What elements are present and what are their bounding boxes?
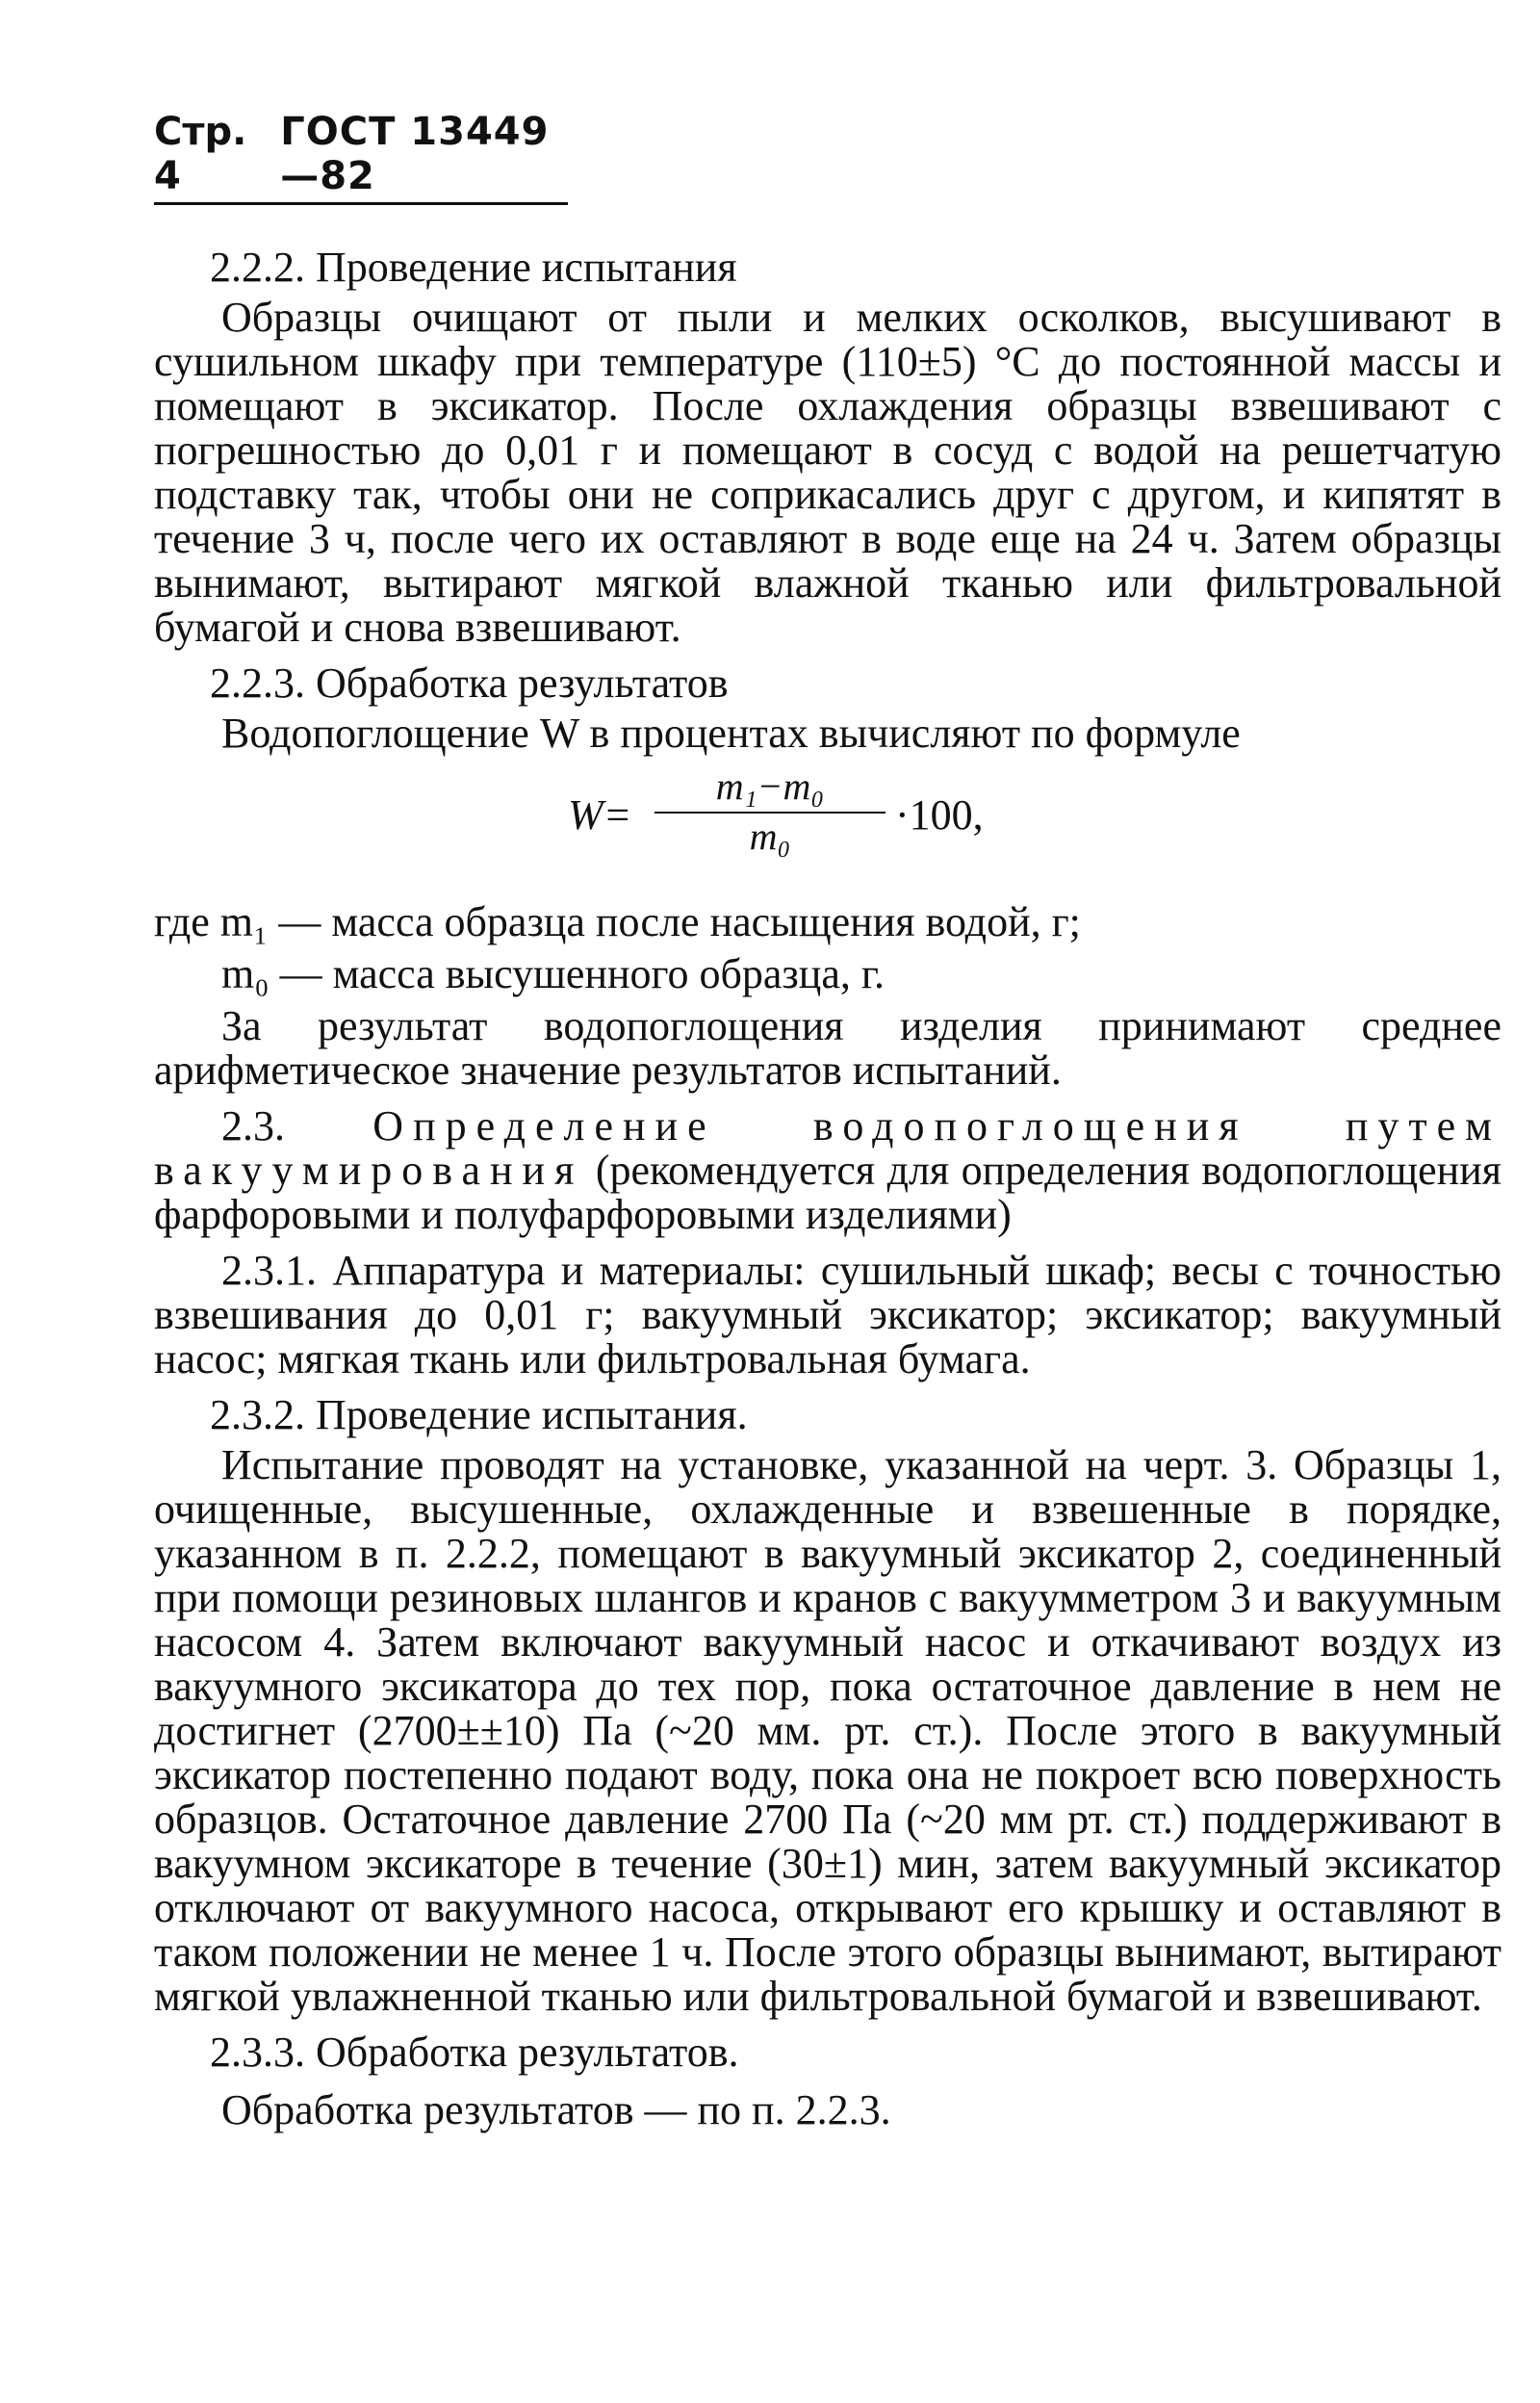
page-number-label: Стр. 4 <box>154 110 247 198</box>
section-2-2-2-heading: 2.2.2. Проведение испытания <box>210 244 737 291</box>
section-2-2-3-result: За результат водопоглощения изделия принимают среднее арифметическое значение результатов испытаний. <box>154 1002 1502 1094</box>
page-header <box>154 110 568 205</box>
formula-numerator: m₁−m₀ <box>715 764 825 808</box>
formula-denominator: m₀ <box>749 814 791 858</box>
section-2-3-3-text: Обработка результатов — по п. 2.2.3. <box>221 2086 891 2133</box>
section-2-3-2-heading: 2.3.2. Проведение испытания. <box>210 1391 748 1438</box>
formula-where-m1: где m₁ — масса образца после насыщения водой, г; <box>154 898 1081 945</box>
section-2-3-title <box>154 1104 1502 1237</box>
water-absorption-formula <box>154 765 1502 881</box>
standard-designation: ГОСТ 13449—82 <box>280 110 550 198</box>
section-2-3-number: 2.3. <box>221 1102 285 1150</box>
formula-fraction <box>654 765 886 858</box>
formula-multiplier: ·100, <box>895 791 984 839</box>
section-2-2-3-heading: 2.2.3. Обработка результатов <box>210 659 729 707</box>
section-2-3-spaced-title: Определение водопоглощения путем вакуумирования <box>154 1102 1502 1194</box>
formula-lhs: W= <box>568 791 632 839</box>
section-2-3-note: (рекомендуется для определения водопоглощения фарфоровыми и полуфарфоровыми изделиями) <box>154 1147 1502 1238</box>
section-2-3-1-text: 2.3.1. Аппаратура и материалы: сушильный шкаф; весы с точностью взвешивания до 0,01 г; вакуумный эксикатор; эксикатор; вакуумный насос; мягкая ткань или фильтровальная бумага. <box>154 1247 1502 1382</box>
section-2-2-2-text: Образцы очищают от пыли и мелких осколков, высушивают в сушильном шкафу при температуре (110±5) °С до постоянной массы и помещают в эксикатор. После охлаждения образцы взвешивают с погрешностью до 0,01 г и помещают в сосуд с водой на решетчатую подставку так, чтобы они не соприкасались друг с другом, и кипятят в течение 3 ч, после чего их оставляют в воде еще на 24 ч. Затем образцы вынимают, вытирают мягкой влажной тканью или фильтровальной бумагой и снова взвешивают. <box>154 294 1502 651</box>
formula-intro: Водопоглощение W в процентах вычисляют по формуле <box>221 710 1241 757</box>
formula-where-m0: m₀ — масса высушенного образца, г. <box>221 950 885 997</box>
section-2-3-3-heading: 2.3.3. Обработка результатов. <box>210 2028 739 2076</box>
fraction-bar <box>654 812 886 814</box>
section-2-3-2-text: Испытание проводят на установке, указанной на черт. 3. Образцы 1, очищенные, высушенные, охлажденные и взвешенные в порядке, указанном в п. 2.2.2, помещают в вакуумный эксикатор 2, соединенный при помощи резиновых шлангов и кранов с вакуумметром 3 и вакуумным насосом 4. Затем включают вакуумный насос и откачивают воздух из вакуумного эксикатора до тех пор, пока остаточное давление в нем не достигнет (2700±±10) Па (~20 мм. рт. ст.). После этого в вакуумный эксикатор постепенно подают воду, пока она не покроет всю поверхность образцов. Остаточное давление 2700 Па (~20 мм рт. ст.) поддерживают в вакуумном эксикаторе в течение (30±1) мин, затем вакуумный эксикатор отключают от вакуумного насоса, открывают его крышку и оставляют в таком положении не менее 1 ч. После этого образцы вынимают, вытирают мягкой увлажненной тканью или фильтровальной бумагой и взвешивают. <box>154 1441 1502 2020</box>
